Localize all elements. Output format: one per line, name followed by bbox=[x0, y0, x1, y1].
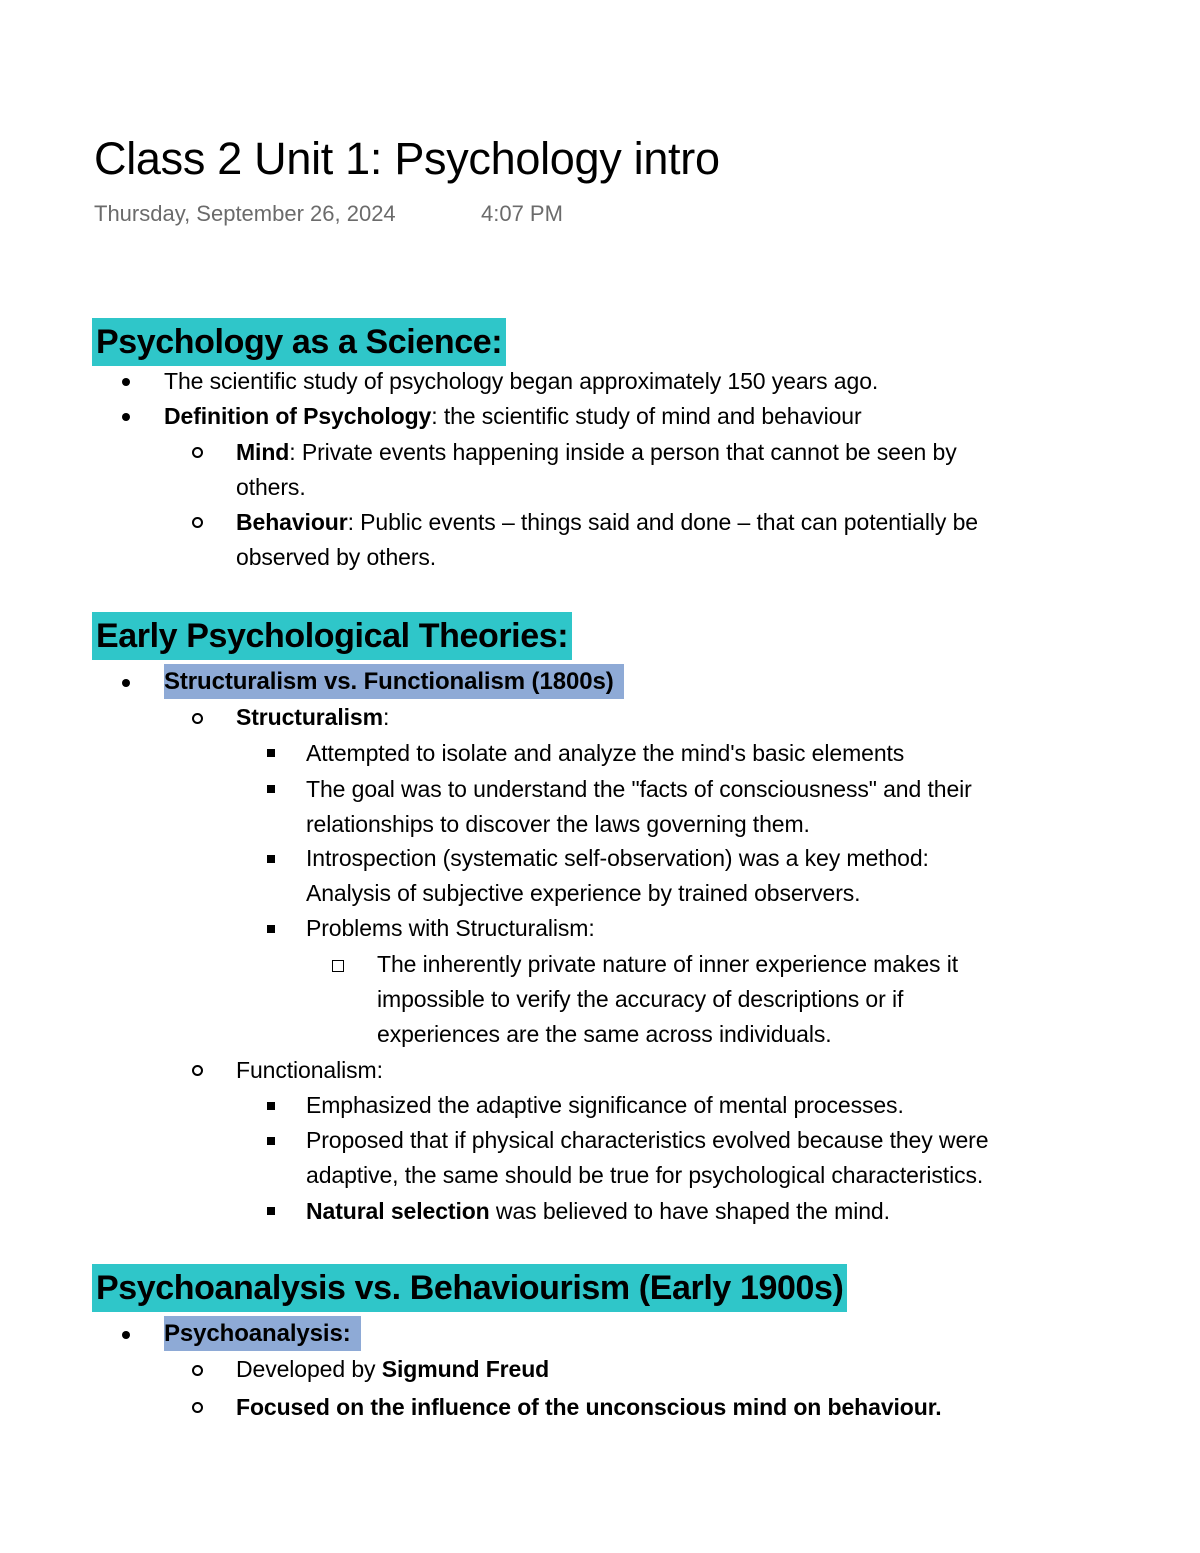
list-item bbox=[236, 505, 978, 540]
bullet-dot bbox=[122, 413, 130, 421]
list-item bbox=[236, 1352, 549, 1387]
list-item: Introspection (systematic self-observation) was a key method: bbox=[306, 845, 929, 871]
page-date: Thursday, September 26, 2024 bbox=[94, 201, 396, 226]
bullet-square bbox=[267, 855, 275, 863]
list-item: The scientific study of psychology began approximately 150 years ago. bbox=[164, 368, 879, 394]
bullet-square bbox=[267, 749, 275, 757]
page-bottom-margin bbox=[0, 1440, 1200, 1553]
page-title: Class 2 Unit 1: Psychology intro bbox=[94, 133, 720, 184]
subheading-psychoanalysis: Psychoanalysis: bbox=[164, 1316, 361, 1351]
subheading-structuralism-vs-functionalism: Structuralism vs. Functionalism (1800s) bbox=[164, 664, 624, 699]
heading-early-theories: Early Psychological Theories: bbox=[92, 612, 572, 660]
bullet-square bbox=[267, 925, 275, 933]
behaviour-text: : Public events – things said and done – that can potentially be bbox=[347, 509, 978, 535]
list-item: The inherently private nature of inner experience makes it bbox=[377, 951, 959, 977]
heading-psychoanalysis-vs-behaviourism: Psychoanalysis vs. Behaviourism (Early 1900s) bbox=[92, 1264, 847, 1312]
list-item-functionalism: Functionalism: bbox=[236, 1057, 383, 1083]
list-item: Attempted to isolate and analyze the mind's basic elements bbox=[306, 740, 905, 766]
list-item-continuation: Analysis of subjective experience by trained observers. bbox=[306, 880, 861, 906]
term-behaviour: Behaviour bbox=[236, 509, 348, 535]
bullet-dot bbox=[122, 1331, 130, 1339]
bullet-square bbox=[267, 1207, 275, 1215]
bullet-circle bbox=[192, 1402, 203, 1413]
bullet-circle bbox=[192, 447, 203, 458]
term-sigmund-freud: Sigmund Freud bbox=[381, 1356, 550, 1382]
definition-text: : the scientific study of mind and behaviour bbox=[431, 403, 862, 429]
natural-selection-text: was believed to have shaped the mind. bbox=[489, 1198, 890, 1224]
list-item: Proposed that if physical characteristics evolved because they were bbox=[306, 1127, 989, 1153]
list-item-continuation: experiences are the same across individuals. bbox=[377, 1021, 832, 1047]
list-item bbox=[164, 399, 862, 434]
bullet-circle bbox=[192, 1065, 203, 1076]
list-item-continuation: impossible to verify the accuracy of descriptions or if bbox=[377, 986, 904, 1012]
term-mind: Mind bbox=[236, 439, 290, 465]
bullet-dot bbox=[122, 378, 130, 386]
colon-text: : bbox=[382, 704, 390, 730]
list-item bbox=[236, 700, 389, 735]
heading-psychology-as-science: Psychology as a Science: bbox=[92, 318, 506, 366]
term-definition: Definition of Psychology bbox=[164, 403, 432, 429]
bullet-hollow-square bbox=[332, 960, 344, 972]
page-time: 4:07 PM bbox=[481, 201, 563, 226]
list-item-continuation: others. bbox=[236, 474, 306, 500]
bullet-square bbox=[267, 785, 275, 793]
list-item-continuation: relationships to discover the laws governing them. bbox=[306, 811, 810, 837]
mind-text: : Private events happening inside a person that cannot be seen by bbox=[289, 439, 957, 465]
list-item: The goal was to understand the "facts of consciousness" and their bbox=[306, 776, 972, 802]
bullet-square bbox=[267, 1102, 275, 1110]
term-natural-selection: Natural selection bbox=[306, 1198, 490, 1224]
term-structuralism: Structuralism bbox=[236, 704, 383, 730]
bullet-circle bbox=[192, 713, 203, 724]
developed-by-text: Developed by bbox=[236, 1356, 382, 1382]
bullet-circle bbox=[192, 1365, 203, 1376]
list-item: Focused on the influence of the unconscious mind on behaviour. bbox=[236, 1394, 942, 1420]
list-item: Problems with Structuralism: bbox=[306, 915, 595, 941]
bullet-square bbox=[267, 1137, 275, 1145]
bullet-circle bbox=[192, 517, 203, 528]
bullet-dot bbox=[122, 679, 130, 687]
list-item-continuation: adaptive, the same should be true for psychological characteristics. bbox=[306, 1162, 984, 1188]
list-item bbox=[236, 435, 957, 470]
list-item bbox=[306, 1194, 890, 1229]
list-item-continuation: observed by others. bbox=[236, 544, 437, 570]
list-item: Emphasized the adaptive significance of mental processes. bbox=[306, 1092, 904, 1118]
